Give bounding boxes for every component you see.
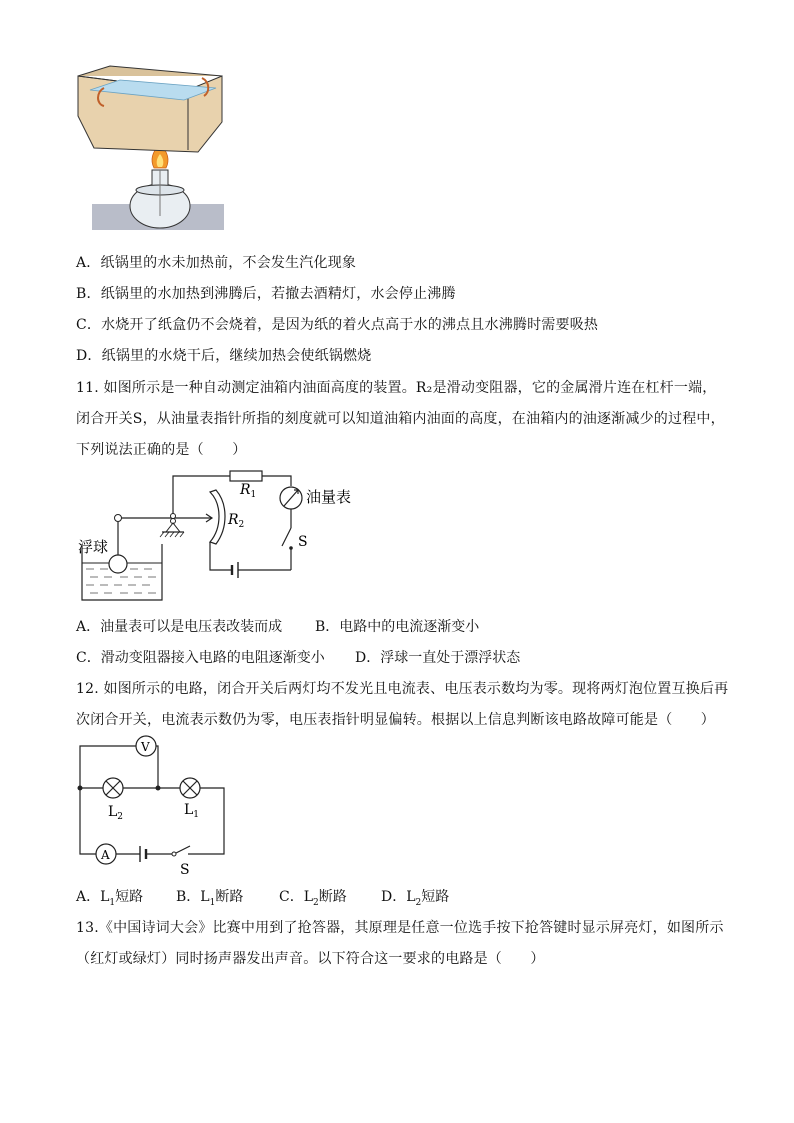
q13-stem-line-1: 13.《中国诗词大会》比赛中用到了抢答器，其原理是任意一位选手按下抢答键时显示屏亮灯，如图所示 [76,920,724,936]
l2-label: $L_2$ [108,804,124,822]
q11-option-b[interactable]: B．电路中的电流逐渐变小 [315,619,480,635]
q11-stem-line-1: 11. 如图所示是一种自动测定油箱内油面高度的装置。R₂是滑动变阻器，它的金属滑片连在杠杆一端， [76,380,717,396]
switch-label: S [298,534,308,550]
paper-pot-figure [76,66,226,232]
two-lamp-circuit-figure [76,736,236,878]
q12-option-c[interactable]: C．$L_2$断路 [279,889,347,908]
q10-option-b[interactable]: B．纸锅里的水加热到沸腾后，若撤去酒精灯，水会停止沸腾 [76,286,456,302]
float-label: 浮球 [78,538,109,556]
oil-gauge-circuit-figure [76,466,366,608]
q12-option-d[interactable]: D．$L_2$短路 [381,889,450,908]
switch-label: S [180,862,190,878]
q13-stem-line-2: （红灯或绿灯）同时扬声器发出声音。以下符合这一要求的电路是（ ） [76,951,545,967]
q10-option-c[interactable]: C．水烧开了纸盒仍不会烧着，是因为纸的着火点高于水的沸点且水沸腾时需要吸热 [76,317,599,333]
q11-stem-line-3: 下列说法正确的是（ ） [76,442,247,458]
q12-stem-line-2: 次闭合开关，电流表示数仍为零，电压表指针明显偏转。根据以上信息判断该电路故障可能是（ ） [76,712,715,728]
q12-stem-line-1: 12. 如图所示的电路，闭合开关后两灯均不发光且电流表、电压表示数均为零。现将两灯泡位置互换后再 [76,681,729,697]
q12-option-b[interactable]: B．$L_1$断路 [176,889,244,908]
float-ball [109,555,127,573]
q10-option-a[interactable]: A．纸锅里的水未加热前，不会发生汽化现象 [76,255,357,271]
oil-gauge-label: 油量表 [306,488,352,506]
switch-s [176,846,190,853]
q10-option-d[interactable]: D．纸锅里的水烧干后，继续加热会使纸锅燃烧 [76,348,372,364]
l1-label: $L_1$ [184,802,200,820]
q11-option-a[interactable]: A．油量表可以是电压表改装而成 [76,619,283,635]
switch-s [282,528,291,546]
q11-option-d[interactable]: D．浮球一直处于漂浮状态 [355,650,521,666]
rheostat-r2 [210,490,225,544]
pivot [166,523,180,532]
q11-option-c[interactable]: C．滑动变阻器接入电路的电阻逐渐变小 [76,650,325,666]
r1-label: $R_1$ [240,482,257,500]
q12-option-a[interactable]: A．$L_1$短路 [76,889,144,908]
q11-stem-line-2: 闭合开关S，从油量表指针所指的刻度就可以知道油箱内油面的高度，在油箱内的油逐渐减少的过程中， [76,411,725,427]
r2-label: $R_2$ [228,512,245,530]
resistor-r1 [230,471,262,481]
voltmeter-label: V [141,740,150,754]
ammeter-label: A [101,848,110,862]
